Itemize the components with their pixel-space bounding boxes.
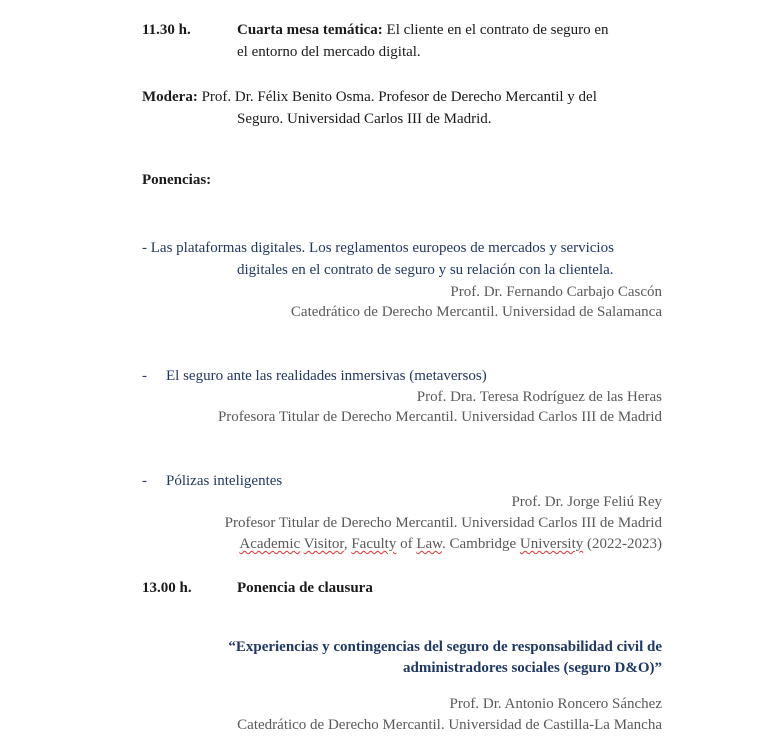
ponencias-heading: Ponencias:	[142, 172, 212, 188]
date-range: (2022-2023)	[583, 536, 662, 552]
session-title	[237, 20, 609, 40]
word-university: University	[519, 536, 584, 552]
closing-speaker: Prof. Dr. Antonio Roncero Sánchez	[449, 696, 662, 712]
talk-2-title: El seguro ante las realidades inmersivas (metaversos)	[166, 368, 487, 384]
closing-quote-line2: administradores sociales (seguro D&O)”	[402, 660, 662, 676]
session-title-text: El cliente en el contrato de seguro en	[382, 22, 609, 38]
word-visitor: Visitor	[303, 536, 344, 552]
moderator-line	[142, 87, 597, 107]
closing-affiliation: Catedrático de Derecho Mercantil. Universidad de Castilla-La Mancha	[237, 717, 662, 733]
separator: ,	[343, 536, 352, 552]
talk-1-title	[142, 238, 614, 258]
talk-2-speaker: Prof. Dra. Teresa Rodríguez de las Heras	[416, 389, 662, 405]
moderator-line2: Seguro. Universidad Carlos III de Madrid.	[237, 111, 492, 127]
talk-2-affiliation: Profesora Titular de Derecho Mercantil. Universidad Carlos III de Madrid	[217, 409, 662, 425]
talk-1-title-line2: digitales en el contrato de seguro y su relación con la clientela.	[237, 262, 614, 278]
separator: . Cambridge	[442, 536, 520, 552]
word-academic: Academic	[239, 536, 301, 552]
session-title-label: Cuarta mesa temática:	[237, 22, 383, 38]
talk-3-affiliation-visitor	[239, 534, 662, 554]
talk-1-affiliation: Catedrático de Derecho Mercantil. Universidad de Salamanca	[290, 304, 662, 320]
talk-1-dash: -	[142, 240, 151, 256]
moderator-label: Modera:	[142, 89, 198, 105]
session-time: 11.30 h.	[142, 22, 191, 38]
talk-3-speaker: Prof. Dr. Jorge Feliú Rey	[511, 494, 662, 510]
closing-session-title: Ponencia de clausura	[237, 580, 373, 596]
talk-3-dash: -	[142, 473, 147, 489]
closing-session-time: 13.00 h.	[142, 580, 192, 596]
word-law: Law	[416, 536, 443, 552]
talk-1-speaker: Prof. Dr. Fernando Carbajo Cascón	[450, 284, 662, 300]
separator: of	[396, 536, 417, 552]
session-title-line2: el entorno del mercado digital.	[237, 44, 421, 60]
talk-2-dash: -	[142, 368, 147, 384]
talk-1-title-text: Las plataformas digitales. Los reglamentos europeos de mercados y servicios	[150, 240, 614, 256]
word-faculty: Faculty	[351, 536, 397, 552]
talk-3-title: Pólizas inteligentes	[166, 473, 283, 489]
talk-3-affiliation: Profesor Titular de Derecho Mercantil. Universidad Carlos III de Madrid	[224, 515, 662, 531]
closing-quote-line1: “Experiencias y contingencias del seguro de responsabilidad civil de	[228, 639, 662, 655]
moderator-text: Prof. Dr. Félix Benito Osma. Profesor de Derecho Mercantil y del	[197, 89, 597, 105]
